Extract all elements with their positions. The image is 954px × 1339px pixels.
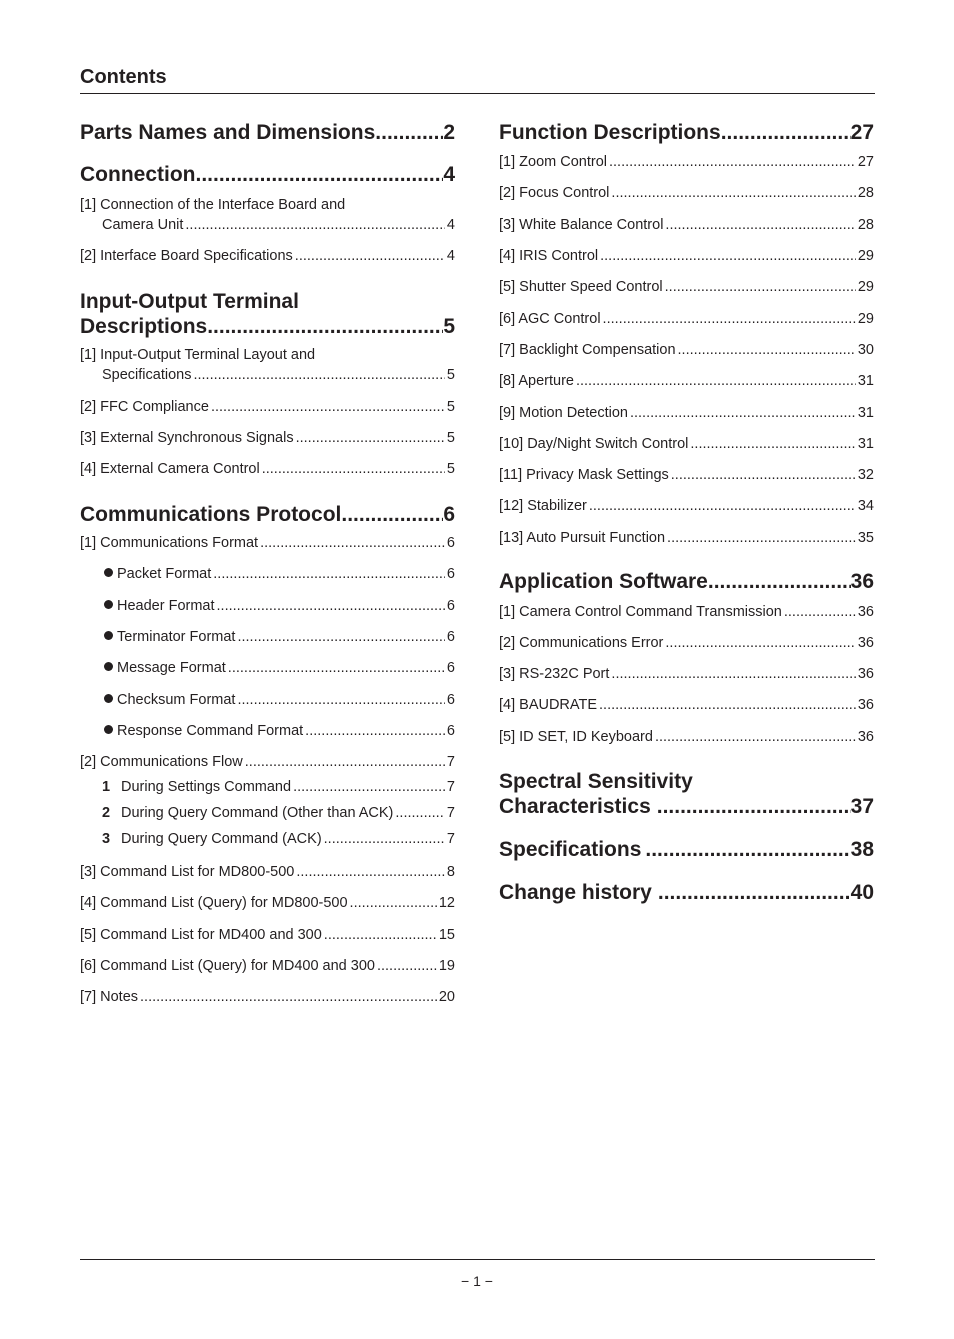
toc-entry-comm-format[interactable]: [1] Communications Format ..... 6 — [80, 535, 455, 551]
toc-entry-spectral-line1: Spectral Sensitivity — [499, 770, 693, 793]
toc-entry-baudrate[interactable]: [4] BAUDRATE ..... 36 — [499, 697, 874, 713]
toc-entry-packet-format[interactable]: Packet Format ..... 6 — [104, 566, 455, 582]
toc-entry-connection[interactable]: Connection ..... 4 — [80, 163, 455, 187]
toc-entry-terminator-format[interactable]: Terminator Format ..... 6 — [104, 629, 455, 645]
toc-entry-camera-control-command[interactable]: [1] Camera Control Command Transmission ..... 36 — [499, 604, 874, 620]
toc-entry-io-line1: Input-Output Terminal — [80, 290, 299, 313]
toc-entry-io[interactable]: Descriptions ..... 5 — [80, 315, 455, 339]
toc-entry-function-descriptions[interactable]: Function Descriptions ..... 27 — [499, 121, 874, 145]
bullet-icon — [104, 600, 113, 609]
toc-entry-io-4[interactable]: [4] External Camera Control ..... 5 — [80, 461, 455, 477]
page-title: Contents — [80, 66, 167, 88]
toc-entry-spectral[interactable]: Characteristics ..... 37 — [499, 795, 874, 819]
toc-entry-connection-2[interactable]: [2] Interface Board Specifications ..... 4 — [80, 248, 455, 264]
toc-entry-aperture[interactable]: [8] Aperture ..... 31 — [499, 373, 874, 389]
toc-entry-agc-control[interactable]: [6] AGC Control ..... 29 — [499, 311, 874, 327]
toc-entry-auto-pursuit[interactable]: [13] Auto Pursuit Function ..... 35 — [499, 530, 874, 546]
toc-entry-connection-1[interactable]: Camera Unit ..... 4 — [102, 217, 455, 233]
toc-entry-white-balance-control[interactable]: [3] White Balance Control ..... 28 — [499, 217, 874, 233]
toc-entry-motion-detection[interactable]: [9] Motion Detection ..... 31 — [499, 405, 874, 421]
toc-entry-io-2[interactable]: [2] FFC Compliance ..... 5 — [80, 399, 455, 415]
toc-entry-shutter-speed-control[interactable]: [5] Shutter Speed Control ..... 29 — [499, 279, 874, 295]
toc-entry-backlight-compensation[interactable]: [7] Backlight Compensation ..... 30 — [499, 342, 874, 358]
footer-divider — [80, 1259, 875, 1260]
toc-entry-communications-protocol[interactable]: Communications Protocol ..... 6 — [80, 503, 455, 527]
toc-entry-notes[interactable]: [7] Notes ..... 20 — [80, 989, 455, 1005]
header-divider — [80, 93, 875, 94]
toc-entry-iris-control[interactable]: [4] IRIS Control ..... 29 — [499, 248, 874, 264]
toc-entry-command-list-md800[interactable]: [3] Command List for MD800-500 ..... 8 — [80, 864, 455, 880]
toc-entry-io-1[interactable]: Specifications ..... 5 — [102, 367, 455, 383]
toc-entry-command-list-query-md800[interactable]: [4] Command List (Query) for MD800-500 ..... 12 — [80, 895, 455, 911]
bullet-icon — [104, 694, 113, 703]
toc-entry-day-night-switch[interactable]: [10] Day/Night Switch Control ..... 31 — [499, 436, 874, 452]
toc-entry-comm-flow[interactable]: [2] Communications Flow ..... 7 — [80, 754, 455, 770]
toc-entry-message-format[interactable]: Message Format ..... 6 — [104, 660, 455, 676]
page-number: − 1 − — [461, 1273, 493, 1289]
toc-entry-specifications[interactable]: Specifications ..... 38 — [499, 838, 874, 862]
toc-entry-rs232c-port[interactable]: [3] RS-232C Port ..... 36 — [499, 666, 874, 682]
toc-entry-connection-1-line1: [1] Connection of the Interface Board and — [80, 197, 346, 213]
toc-entry-io-1-line1: [1] Input-Output Terminal Layout and — [80, 347, 316, 363]
toc-entry-stabilizer[interactable]: [12] Stabilizer ..... 34 — [499, 498, 874, 514]
toc-entry-communications-error[interactable]: [2] Communications Error ..... 36 — [499, 635, 874, 651]
toc-entry-application-software[interactable]: Application Software ..... 36 — [499, 570, 874, 594]
toc-entry-focus-control[interactable]: [2] Focus Control ..... 28 — [499, 185, 874, 201]
toc-entry-command-list-query-md400[interactable]: [6] Command List (Query) for MD400 and 300 ..... 19 — [80, 958, 455, 974]
toc-entry-flow-step-1[interactable]: 1 During Settings Command ..... 7 — [102, 779, 455, 795]
toc-entry-command-list-md400[interactable]: [5] Command List for MD400 and 300 ..... 15 — [80, 927, 455, 943]
toc-entry-flow-step-3[interactable]: 3 During Query Command (ACK) ..... 7 — [102, 831, 455, 847]
toc-entry-id-set[interactable]: [5] ID SET, ID Keyboard ..... 36 — [499, 729, 874, 745]
bullet-icon — [104, 631, 113, 640]
toc-entry-privacy-mask[interactable]: [11] Privacy Mask Settings ..... 32 — [499, 467, 874, 483]
toc-entry-change-history[interactable]: Change history ..... 40 — [499, 881, 874, 905]
bullet-icon — [104, 725, 113, 734]
bullet-icon — [104, 568, 113, 577]
toc-entry-header-format[interactable]: Header Format ..... 6 — [104, 598, 455, 614]
toc-entry-flow-step-2[interactable]: 2 During Query Command (Other than ACK) ..... 7 — [102, 805, 455, 821]
toc-entry-parts-names[interactable]: Parts Names and Dimensions ..... 2 — [80, 121, 455, 145]
toc-entry-io-3[interactable]: [3] External Synchronous Signals ..... 5 — [80, 430, 455, 446]
toc-entry-zoom-control[interactable]: [1] Zoom Control ..... 27 — [499, 154, 874, 170]
toc-entry-response-command-format[interactable]: Response Command Format ..... 6 — [104, 723, 455, 739]
bullet-icon — [104, 662, 113, 671]
toc-entry-checksum-format[interactable]: Checksum Format ..... 6 — [104, 692, 455, 708]
